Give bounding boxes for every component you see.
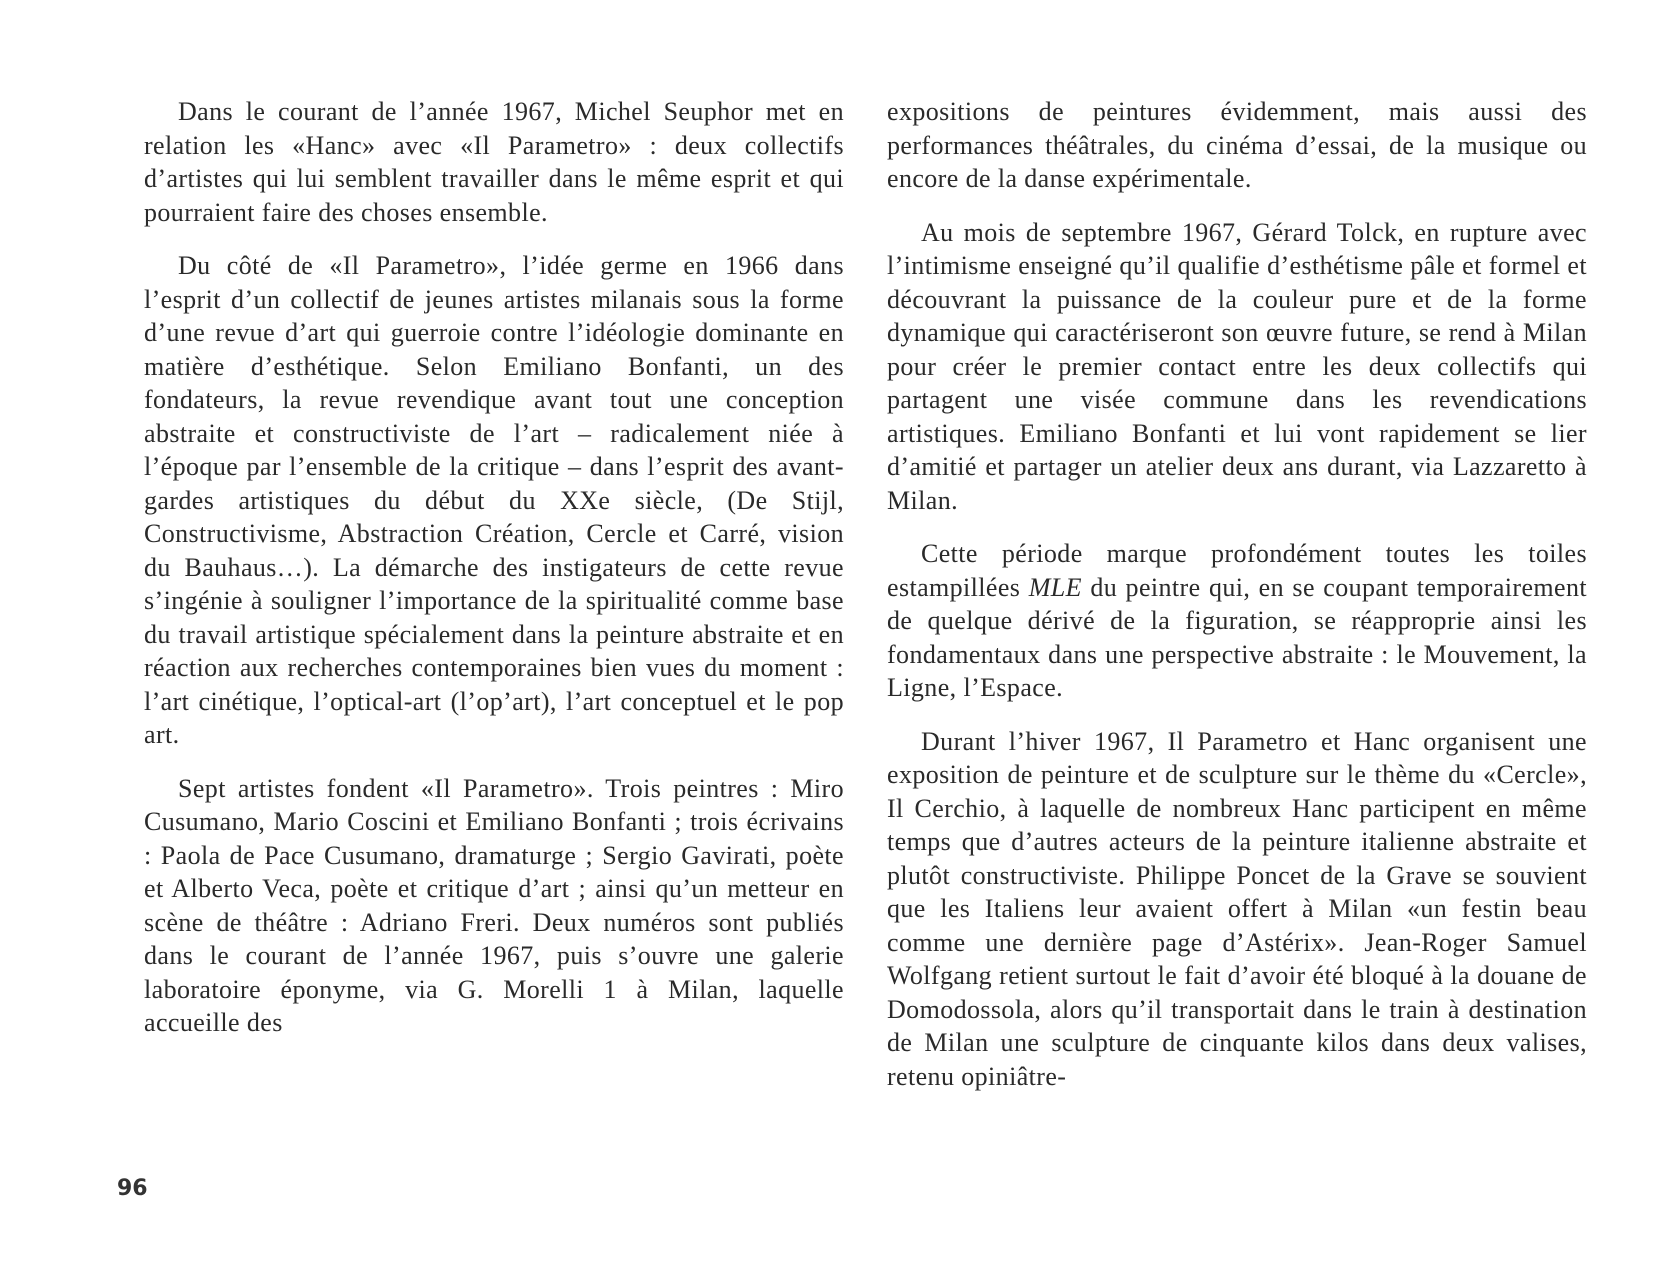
paragraph: Dans le courant de l’année 1967, Michel Seuphor met en relation les «Hanc» avec «Il Parametro» : deux collectifs d’artistes qui lui semblent travailler dans le même esprit et qui pourraient faire des choses ensemble. (144, 97, 844, 227)
page-number: 96 (117, 1176, 148, 1201)
paragraph: Au mois de septembre 1967, Gérard Tolck, en rupture avec l’intimisme enseigné qu’il qualifie d’esthétisme pâle et formel et découvrant la puissance de la couleur pure et de la forme dynamique qui caractériseront son œuvre future, se rend à Milan pour créer le premier contact entre les deux collectifs qui partagent une visée commune dans les revendications artistiques. Emiliano Bonfanti et lui vont rapidement se lier d’amitié et partager un atelier deux ans durant, via Lazzaretto à Milan. (887, 217, 1587, 515)
paragraph: Sept artistes fondent «Il Parametro». Trois peintres : Miro Cusumano, Mario Coscini et Emiliano Bonfanti ; trois écrivains : Paola de Pace Cusumano, dramaturge ; Sergio Gavirati, poète et Alberto Veca, poète et critique d’art ; ainsi qu’un metteur en scène de théâtre : Adriano Freri. Deux numéros sont publiés dans le courant de l’année 1967, puis s’ouvre une galerie laboratoire éponyme, via G. Morelli 1 à Milan, laquelle accueille des (144, 773, 844, 1037)
paragraph: Du côté de «Il Parametro», l’idée germe en 1966 dans l’esprit d’un collectif de jeunes artistes milanais sous la forme d’une revue d’art qui guerroie contre l’idéologie dominante en matière d’esthétique. Selon Emiliano Bonfanti, un des fondateurs, la revue revendique avant tout une conception abstraite et constructiviste de l’art – radicalement niée à l’époque par l’ensemble de la critique – dans l’esprit des avant-gardes artistiques du début du XXe siècle, (De Stijl, Constructivisme, Abstraction Création, Cercle et Carré, vision du Bauhaus…). La démarche des instigateurs de cette revue s’ingénie à souligner l’importance de la spiritualité comme base du travail artistique spécialement dans la peinture abstraite et en réaction aux recherches contemporaines bien vues du moment : l’art cinétique, l’optical-art (l’op’art), l’art conceptuel et le pop art. (144, 251, 844, 749)
text-run: Cette période marque profondément toutes les toiles estampillées (887, 539, 1587, 602)
text-run: du peintre qui, en se coupant temporairement de quelque dérivé de la figuration, se réapproprie ainsi les fondamentaux dans une perspective abstraite : le Mouvement, la Ligne, l’Espace. (887, 572, 1587, 702)
paragraph-continued: expositions de peintures évidemment, mais aussi des performances théâtrales, du cinéma d’essai, de la musique ou encore de la danse expérimentale. (887, 97, 1587, 193)
left-text-column (144, 95, 844, 1060)
paragraph: Durant l’hiver 1967, Il Parametro et Hanc organisent une exposition de peinture et de sculpture sur le thème du «Cercle», Il Cerchio, à laquelle de nombreux Hanc participent en même temps que d’autres acteurs de la peinture italienne abstraite et plutôt constructiviste. Philippe Poncet de la Grave se souvient que les Italiens leur avaient offert à Milan «un festin beau comme une dernière page d’Astérix». Jean-Roger Samuel Wolfgang retient surtout le fait d’avoir été bloqué à la douane de Domodossola, alors qu’il transportait dans le train à destination de Milan une sculpture de cinquante kilos dans deux valises, retenu opiniâtre- (887, 726, 1587, 1091)
italic-text-run: MLE (1028, 572, 1082, 602)
paragraph-mle (887, 537, 1587, 705)
right-text-column (887, 95, 1587, 1113)
